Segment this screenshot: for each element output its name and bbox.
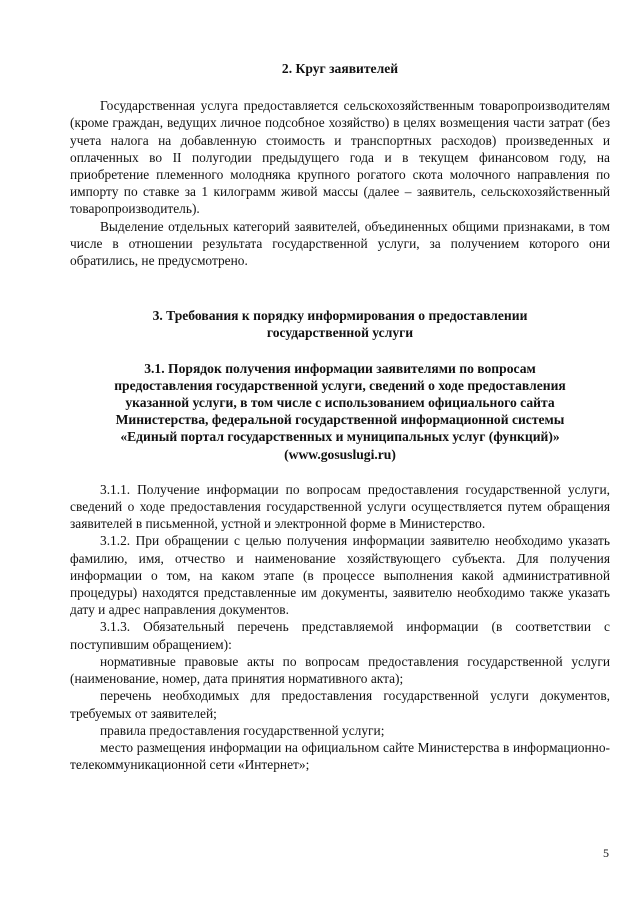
list-item: перечень необходимых для предоставления государственной услуги документов, требуемых от заявителей; [70, 688, 610, 721]
section-3-1-heading-line: предоставления государственной услуги, сведений о ходе предоставления [114, 377, 566, 393]
section-3-1-heading-line: Министерства, федеральной государственной информационной системы [115, 412, 565, 428]
section-2-heading: 2. Круг заявителей [281, 61, 399, 76]
section-3-1-heading-line: «Единый портал государственных и муниципальных услуг (функций)» [120, 429, 560, 445]
section-3-1-paragraph: 3.1.1. Получение информации по вопросам предоставления государственной услуги, сведений о ходе предоставления государственной услуги осуществляется путем обращения заявителей в письменной, устной и электронной форме в Министерство. [70, 481, 610, 532]
document-page [70, 60, 610, 773]
page-number: 5 [603, 846, 609, 860]
section-3-1-heading-line: 3.1. Порядок получения информации заявителями по вопросам [144, 360, 536, 376]
section-3-1-heading-line: (www.gosuslugi.ru) [284, 446, 396, 462]
section-3-heading-line: государственной услуги [266, 325, 414, 341]
section-3-1-heading-line: указанной услуги, в том числе с использованием официального сайта [125, 395, 555, 411]
section-2-paragraph: Выделение отдельных категорий заявителей, объединенных общими признаками, в том числе в отношении результата государственной услуги, за получением которого они обратились, не предусмотрено. [70, 218, 610, 269]
section-3-1-paragraph: 3.1.3. Обязательный перечень представляемой информации (в соответствии с поступившим обращением): [70, 619, 610, 652]
list-item: место размещения информации на официальном сайте Министерства в информационно-телекоммуникационной сети «Интернет»; [70, 739, 610, 773]
list-item: нормативные правовые акты по вопросам предоставления государственной услуги (наименование, номер, дата принятия нормативного акта); [70, 653, 610, 687]
section-3-1-paragraph: 3.1.2. При обращении с целью получения информации заявителю необходимо указать фамилию, имя, отчество и наименование хозяйствующего субъекта. Для получения информации о том, на каком этапе (в процессе выполнения какой административной процедуры) находятся представленные им документы, заявителю необходимо также указать дату и адрес направления документов. [70, 533, 610, 618]
section-2-paragraph: Государственная услуга предоставляется сельскохозяйственным товаропроизводителям (кроме граждан, ведущих личное подсобное хозяйство) в целях возмещения части затрат (без учета налога на добавленную стоимость и транспортных расходов) произведенных и оплаченных во II полугодии предыдущего года и в текущем финансовом году, на приобретение племенного молодняка крупного рогатого скота молочного направления по импорту по ставке за 1 килограмм живой массы (далее – заявитель, сельскохозяйственный товаропроизводитель). [70, 98, 610, 217]
list-item: правила предоставления государственной услуги; [100, 722, 385, 738]
section-3-heading-line: 3. Требования к порядку информирования о предоставлении [152, 308, 528, 324]
